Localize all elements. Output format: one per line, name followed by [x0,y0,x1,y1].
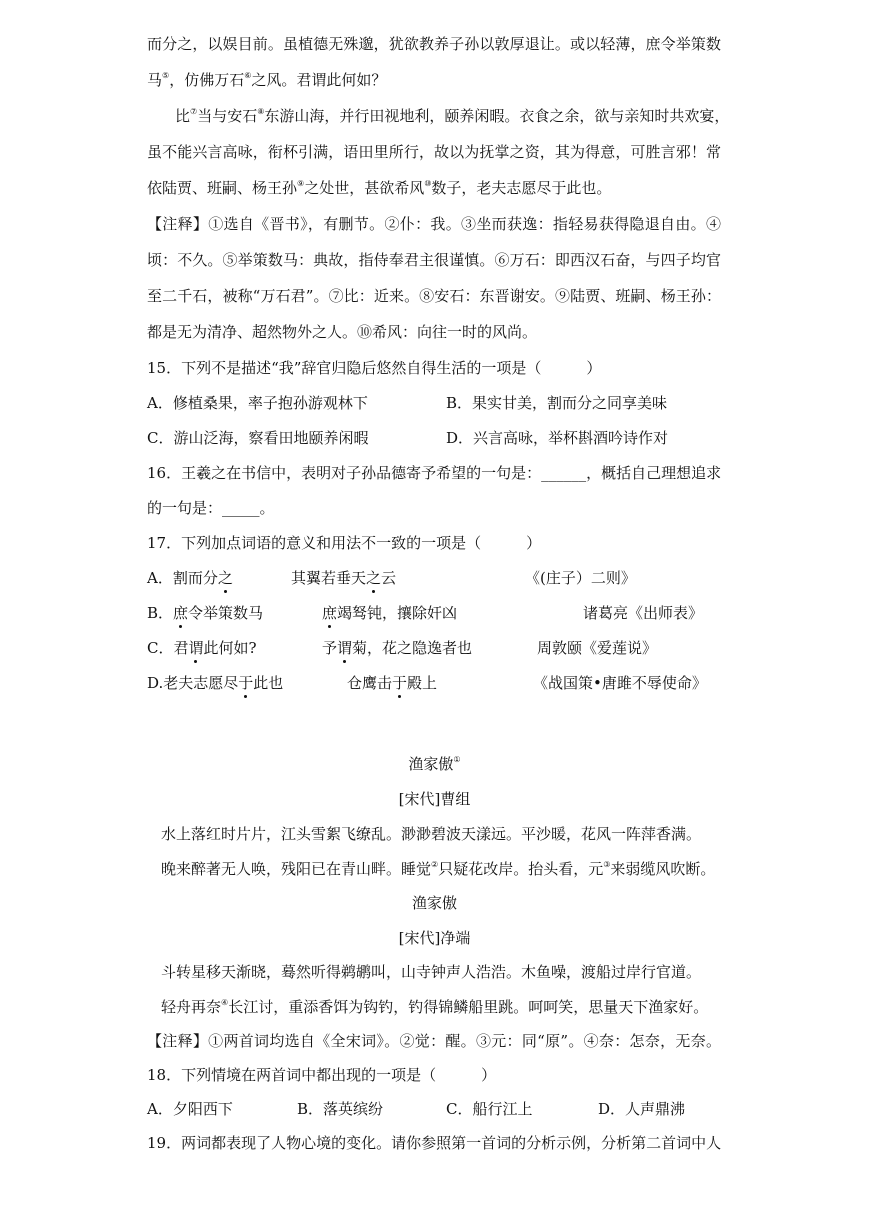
q18-option-d: D．人声鼎沸 [598,1100,686,1118]
question-18-stem: 18．下列情境在两首词中都出现的一项是（ ） [147,1066,497,1084]
passage-line: 比⑦当与安石⑧东游山海，并行田视地利，颐养闲暇。衣食之余，欲与亲知时共欢宴， [175,107,730,125]
question-16-line: 的一句是：_____。 [147,499,275,517]
poem-notes: 【注释】①两首词均选自《全宋词》。②觉：醒。③元：同“原”。④奈：怎奈，无奈。 [147,1032,721,1050]
question-17-stem: 17．下列加点词语的意义和用法不一致的一项是（ ） [147,534,542,552]
poem2-author: [宋代]净端 [398,929,471,947]
poem2-title: 渔家傲 [411,894,457,912]
q18-option-c: C．船行江上 [446,1100,533,1118]
poem1-author: [宋代]曹组 [398,790,471,808]
q18-option-b: B．落英缤纷 [297,1100,384,1118]
q15-option-b: B．果实甘美，割而分之同享美味 [446,394,668,412]
poem1-title: 渔家傲① [408,755,461,773]
poem2-line: 轻舟再奈④长江讨，重添香饵为钩钓，钓得锦鳞船里跳。呵呵笑，思量天下渔家好。 [161,998,709,1016]
question-15-stem: 15．下列不是描述“我”辞官归隐后悠然自得生活的一项是（ ） [147,359,602,377]
notes-line: 至二千石，被称“万石君”。⑦比：近来。⑧安石：东晋谢安。⑨陆贾、班嗣、杨王孙： [147,287,721,305]
notes-line: 顷：不久。⑤举策数马：典故，指侍奉君主很谨慎。⑥万石：即西汉石奋，与四子均官 [147,251,721,269]
poem1-line: 晚来醉著无人唤，残阳已在青山畔。睡觉②只疑花改岸。抬头看，元③来弱缆风吹断。 [161,860,716,878]
poem1-line: 水上落红时片片，江头雪絮飞缭乱。渺渺碧波天漾远。平沙暖，花风一阵萍香满。 [161,825,702,843]
document-page: 而分之，以娱目前。虽植德无殊邈，犹欲教养子孙以敦厚退让。或以轻薄，庶令举策数 马⑤，仿佛万石⑥之风。君谓此何如？ 比⑦当与安石⑧东游山海，并行田视地利，颐养闲暇。衣食之余，欲与亲知时共欢宴， 虽不能兴言高咏，衔杯引满，语田里所行，故以为抚掌之资，其为得意，可胜言邪！常 依陆贾、班嗣、杨王孙⑨之处世，甚欲希风⑩数子，老夫志愿尽于此也。 【注释】①选自《晋书》，有删节。②仆：我。③坐而获逸：指轻易获得隐退自由。④ 顷：不久。⑤举策数马：典故，指侍奉君主很谨慎。⑥万石：即西汉石奋，与四子均官 至二千石，被称“万石君”。⑦比：近来。⑧安石：东晋谢安。⑨陆贾、班嗣、杨王孙： 都是无为清净、超然物外之人。⑩希风：向往一时的风尚。 15．下列不是描述“我”辞官归隐后悠然自得生活的一项是（ ） A．修植桑果，率子抱孙游观林下 B．果实甘美，割而分之同享美味 C．游山泛海，察看田地颐养闲暇 D．兴言高咏，举杯斟酒吟诗作对 16．王羲之在书信中，表明对子孙品德寄予希望的一句是：______，概括自己理想追求 的一句是：_____。 17．下列加点词语的意义和用法不一致的一项是（ ） A．割而分之 其翼若垂天之云 《(庄子）二则》 B．庶令举策数马 庶竭驽钝，攘除奸凶 诸葛亮《出师表》 C．君谓此何如? 予谓菊，花之隐逸者也 周敦颐《爱莲说》 D.老夫志愿尽于此也 仓鹰击于殿上 《战国策•唐雎不辱使命》 渔家傲① [宋代]曹组 水上落红时片片，江头雪絮飞缭乱。渺渺碧波天漾远。平沙暖，花风一阵萍香满。 晚来醉著无人唤，残阳已在青山畔。睡觉②只疑花改岸。抬头看，元③来弱缆风吹断。 渔家傲 [宋代]净端 斗转星移天渐晓，蓦然听得鹈鹕叫，山寺钟声人浩浩。木鱼噪，渡船过岸行官道。 轻舟再奈④长江讨，重添香饵为钩钓，钓得锦鳞船里跳。呵呵笑，思量天下渔家好。 【注释】①两首词均选自《全宋词》。②觉：醒。③元：同“原”。④奈：怎奈，无奈。 18．下列情境在两首词中都出现的一项是（ ） A．夕阳西下 B．落英缤纷 C．船行江上 D．人声鼎沸 19．两词都表现了人物心境的变化。请你参照第一首词的分析示例，分析第二首词中人 [0,0,869,1228]
q15-option-a: A．修植桑果，率子抱孙游观林下 [147,394,368,412]
notes-line: 【注释】①选自《晋书》，有删节。②仆：我。③坐而获逸：指轻易获得隐退自由。④ [147,215,721,233]
passage-line: 马⑤，仿佛万石⑥之风。君谓此何如？ [147,71,387,89]
passage-line: 而分之，以娱目前。虽植德无殊邈，犹欲教养子孙以敦厚退让。或以轻薄，庶令举策数 [147,35,721,53]
passage-line: 虽不能兴言高咏，衔杯引满，语田里所行，故以为抚掌之资，其为得意，可胜言邪！常 [147,143,721,161]
notes-line: 都是无为清净、超然物外之人。⑩希风：向往一时的风尚。 [147,323,538,341]
poem2-line: 斗转星移天渐晓，蓦然听得鹈鹕叫，山寺钟声人浩浩。木鱼噪，渡船过岸行官道。 [161,963,702,981]
q18-option-a: A．夕阳西下 [147,1100,233,1118]
passage-line: 依陆贾、班嗣、杨王孙⑨之处世，甚欲希风⑩数子，老夫志愿尽于此也。 [147,179,612,197]
question-16-line: 16．王羲之在书信中，表明对子孙品德寄予希望的一句是：______，概括自己理想追求 [147,464,722,482]
q15-option-c: C．游山泛海，察看田地颐养闲暇 [147,429,369,447]
q15-option-d: D．兴言高咏，举杯斟酒吟诗作对 [446,429,669,447]
question-19-stem: 19．两词都表现了人物心境的变化。请你参照第一首词的分析示例，分析第二首词中人 [147,1134,722,1152]
